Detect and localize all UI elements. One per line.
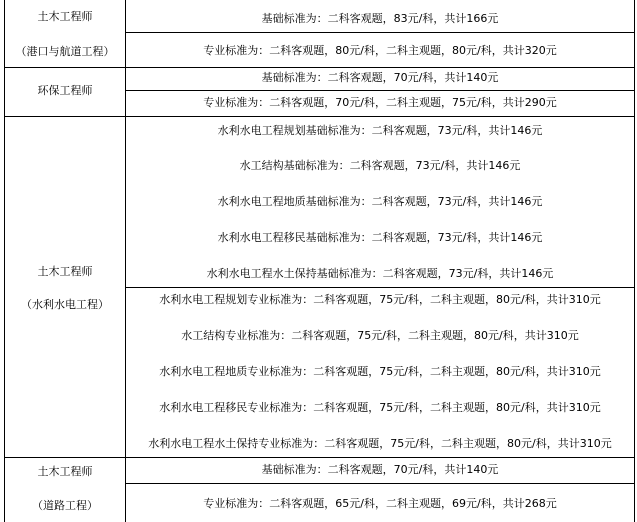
cell-divider bbox=[125, 90, 635, 91]
row-title: 土木工程师 bbox=[37, 465, 93, 478]
fee-line: 水利水电工程水土保持专业标准为：二科客观题，75元/科，二科主观题，80元/科，共计310元 bbox=[148, 437, 612, 450]
fee-line: 专业标准为：二科客观题，80元/科，二科主观题，80元/科，共计320元 bbox=[203, 44, 557, 57]
table-border-left bbox=[4, 0, 5, 522]
fee-line: 水利水电工程地质专业标准为：二科客观题，75元/科，二科主观题，80元/科，共计310元 bbox=[159, 365, 601, 378]
row-divider bbox=[4, 457, 635, 458]
fee-line: 水工结构专业标准为：二科客观题，75元/科，二科主观题，80元/科，共计310元 bbox=[181, 329, 579, 342]
fee-line: 水利水电工程地质基础标准为：二科客观题，73元/科，共计146元 bbox=[217, 195, 543, 208]
row-title: 土木工程师 bbox=[37, 265, 93, 278]
fee-line: 专业标准为：二科客观题，70元/科，二科主观题，75元/科，共计290元 bbox=[203, 96, 557, 109]
table-border-right bbox=[634, 0, 635, 522]
row-subtitle: （道路工程） bbox=[32, 499, 98, 512]
row-divider bbox=[4, 67, 635, 68]
fee-line: 基础标准为：二科客观题，70元/科，共计140元 bbox=[261, 463, 499, 476]
fee-line: 水工结构基础标准为：二科客观题，73元/科，共计146元 bbox=[239, 159, 521, 172]
fee-line: 水利水电工程移民专业标准为：二科客观题，75元/科，二科主观题，80元/科，共计310元 bbox=[159, 401, 601, 414]
cell-divider bbox=[125, 483, 635, 484]
fee-line: 专业标准为：二科客观题，65元/科，二科主观题，69元/科，共计268元 bbox=[203, 497, 557, 510]
fee-line: 水利水电工程移民基础标准为：二科客观题，73元/科，共计146元 bbox=[217, 231, 543, 244]
row-subtitle: （水利水电工程） bbox=[21, 298, 109, 311]
row-title: 土木工程师 bbox=[37, 10, 93, 23]
cell-divider bbox=[125, 287, 635, 288]
fee-line: 水利水电工程水土保持基础标准为：二科客观题，73元/科，共计146元 bbox=[206, 267, 554, 280]
row-subtitle: （港口与航道工程） bbox=[15, 45, 115, 58]
fee-line: 水利水电工程规划专业标准为：二科客观题，75元/科，二科主观题，80元/科，共计310元 bbox=[159, 293, 601, 306]
fee-line: 基础标准为：二科客观题，70元/科，共计140元 bbox=[261, 71, 499, 84]
fee-line: 基础标准为：二科客观题，83元/科，共计166元 bbox=[261, 12, 499, 25]
fee-line: 水利水电工程规划基础标准为：二科客观题，73元/科，共计146元 bbox=[217, 124, 543, 137]
row-title: 环保工程师 bbox=[37, 84, 93, 97]
row-divider bbox=[4, 116, 635, 117]
table-column-divider bbox=[125, 0, 126, 522]
cell-divider bbox=[125, 32, 635, 33]
